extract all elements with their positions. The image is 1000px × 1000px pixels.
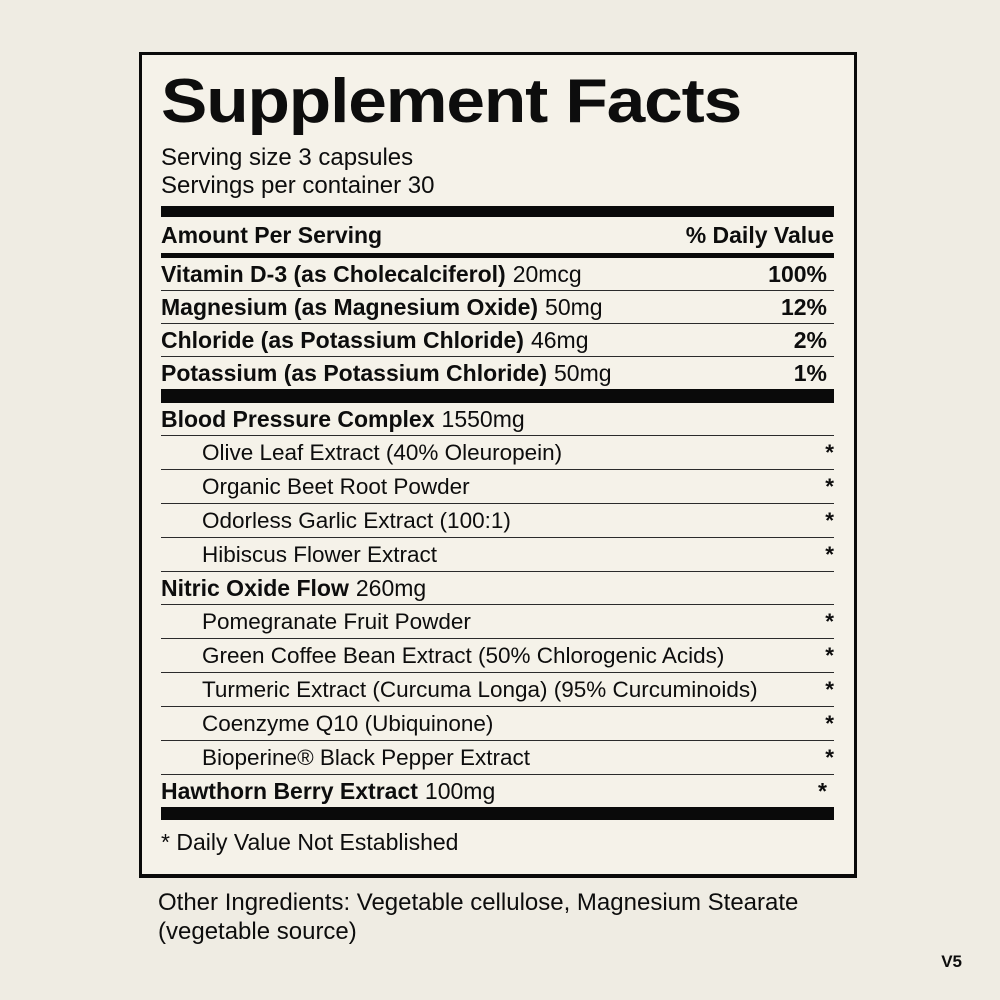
ingredient-name: Bioperine® Black Pepper Extract — [202, 745, 530, 771]
version-tag: V5 — [941, 952, 962, 971]
blend-daily-value: * — [818, 778, 827, 805]
thick-rule-top — [161, 206, 834, 217]
other-ingredients-text: Other Ingredients: Vegetable cellulose, Magnesium Stearate (vegetable source) — [158, 889, 799, 945]
blend-header-hawthorn-berry — [161, 775, 834, 807]
blend-header-blood-pressure-complex — [161, 403, 834, 436]
nutrient-amount: 20mcg — [512, 261, 582, 288]
ingredient-name: Green Coffee Bean Extract (50% Chlorogenic Acids) — [202, 643, 725, 669]
amount-per-serving-header: Amount Per Serving — [161, 222, 383, 249]
ingredient-daily-value: * — [825, 711, 834, 737]
ingredient-row-green-coffee — [161, 639, 834, 673]
column-header-row — [161, 217, 834, 253]
ingredient-daily-value: * — [825, 474, 834, 500]
ingredient-name: Turmeric Extract (Curcuma Longa) (95% Curcuminoids) — [202, 677, 758, 703]
ingredient-daily-value: * — [825, 508, 834, 534]
nutrient-name: Magnesium (as Magnesium Oxide) — [161, 294, 539, 321]
ingredient-name: Coenzyme Q10 (Ubiquinone) — [202, 711, 494, 737]
ingredient-row-coq10 — [161, 707, 834, 741]
ingredient-daily-value: * — [825, 440, 834, 466]
nutrient-row-vitamin-d3 — [161, 258, 834, 291]
thick-rule-mid — [161, 389, 834, 403]
blend-name: Blood Pressure Complex — [161, 406, 435, 433]
ingredient-row-garlic — [161, 504, 834, 538]
serving-info — [161, 144, 834, 200]
nutrient-daily-value: 1% — [793, 360, 827, 387]
nutrient-name: Chloride (as Potassium Chloride) — [161, 327, 524, 354]
blend-name: Nitric Oxide Flow — [161, 575, 349, 602]
nutrient-row-magnesium — [161, 291, 834, 324]
ingredient-name: Hibiscus Flower Extract — [202, 542, 438, 568]
daily-value-footnote: * Daily Value Not Established — [161, 829, 459, 856]
nutrient-daily-value: 100% — [768, 261, 827, 288]
nutrient-daily-value: 12% — [780, 294, 827, 321]
ingredient-row-bioperine — [161, 741, 834, 775]
thick-rule-bottom — [161, 807, 834, 820]
blend-name: Hawthorn Berry Extract — [161, 778, 418, 805]
serving-size: Serving size 3 capsules — [161, 144, 414, 172]
nutrient-amount: 50mg — [553, 360, 612, 387]
ingredient-row-turmeric — [161, 673, 834, 707]
blend-header-nitric-oxide-flow — [161, 572, 834, 605]
ingredient-daily-value: * — [825, 609, 834, 635]
nutrient-name: Vitamin D-3 (as Cholecalciferol) — [161, 261, 506, 288]
ingredient-row-olive-leaf — [161, 436, 834, 470]
ingredient-daily-value: * — [825, 542, 834, 568]
servings-per-container: Servings per container 30 — [161, 172, 435, 200]
supplement-facts-panel — [139, 52, 857, 878]
ingredient-row-beet-root — [161, 470, 834, 504]
ingredient-name: Pomegranate Fruit Powder — [202, 609, 471, 635]
ingredient-name: Odorless Garlic Extract (100:1) — [202, 508, 511, 534]
daily-value-header: % Daily Value — [685, 222, 834, 249]
ingredient-row-pomegranate — [161, 605, 834, 639]
supplement-facts-title: Supplement Facts — [161, 67, 742, 136]
nutrient-amount: 46mg — [530, 327, 589, 354]
ingredient-daily-value: * — [825, 745, 834, 771]
blend-amount: 100mg — [424, 778, 496, 805]
nutrient-row-chloride — [161, 324, 834, 357]
blend-amount: 1550mg — [441, 406, 525, 433]
blend-amount: 260mg — [355, 575, 427, 602]
ingredient-row-hibiscus — [161, 538, 834, 572]
nutrient-row-potassium — [161, 357, 834, 389]
ingredient-name: Olive Leaf Extract (40% Oleuropein) — [202, 440, 563, 466]
ingredient-daily-value: * — [825, 643, 834, 669]
ingredient-daily-value: * — [825, 677, 834, 703]
ingredient-name: Organic Beet Root Powder — [202, 474, 470, 500]
nutrient-name: Potassium (as Potassium Chloride) — [161, 360, 547, 387]
nutrient-amount: 50mg — [545, 294, 603, 321]
nutrient-daily-value: 2% — [793, 327, 827, 354]
